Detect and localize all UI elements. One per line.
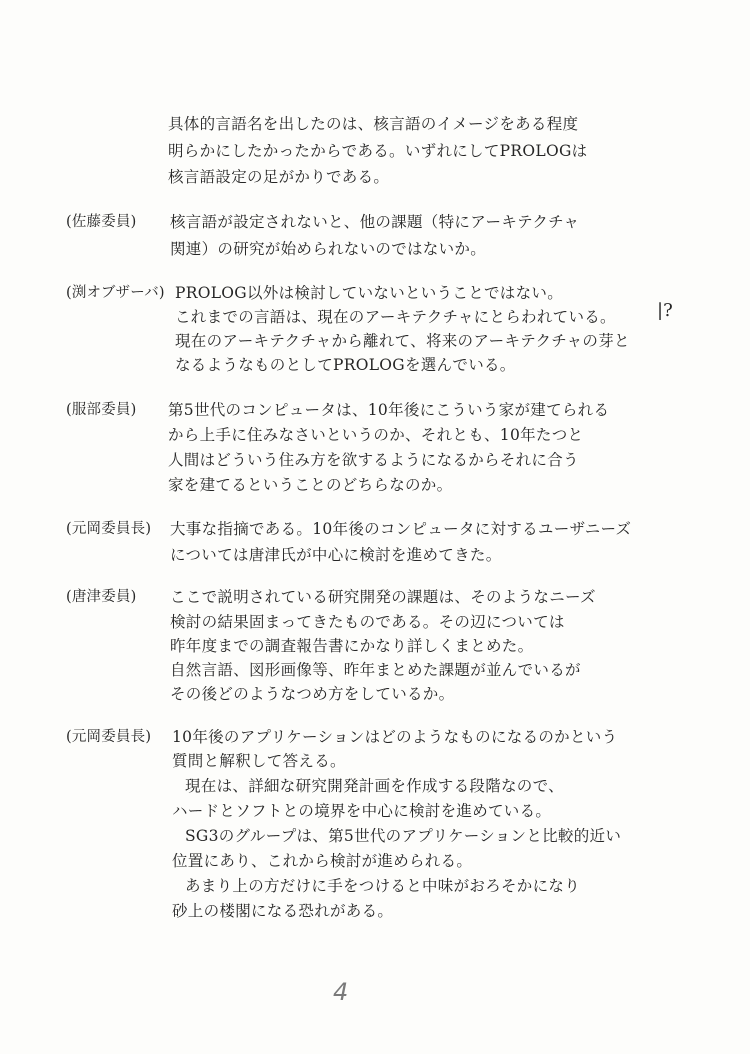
remark-line: ここで説明されている研究開発の課題は、そのようなニーズ <box>170 588 596 606</box>
remark-line: 昨年度までの調査報告書にかなり詳しくまとめた。 <box>170 637 534 655</box>
intro-line: 具体的言語名を出したのは、核言語のイメージをある程度 <box>168 115 579 133</box>
remark-line: 現在のアーキテクチャから離れて、将来のアーキテクチャの芽と <box>175 332 630 350</box>
intro-line: 明らかにしたかったからである。いずれにしてPROLOGは <box>168 142 588 160</box>
remark-line: SG3のグループは、第5世代のアプリケーションと比較的近い <box>185 827 622 845</box>
remark-line: ハードとソフトとの境界を中心に検討を進めている。 <box>172 802 552 820</box>
page-number: 4 <box>333 978 349 1006</box>
speaker-label: (佐藤委員) <box>66 214 137 230</box>
remark-line: 質問と解釈して答える。 <box>172 752 346 770</box>
remark-line: 砂上の楼閣になる恐れがある。 <box>172 902 394 920</box>
margin-annotation: |? <box>657 300 673 321</box>
remark-line: 自然言語、図形画像等、昨年まとめた課題が並んでいるが <box>170 661 581 679</box>
intro-line: 核言語設定の足がかりである。 <box>168 168 390 186</box>
remark-line: PROLOG以外は検討していないということではない。 <box>175 284 563 302</box>
remark-line: なるようなものとしてPROLOGを選んでいる。 <box>175 356 516 374</box>
speaker-label: (元岡委員長) <box>66 729 152 745</box>
remark-line: 検討の結果固まってきたものである。その辺については <box>170 613 565 631</box>
remark-line: あまり上の方だけに手をつけると中味がおろそかになり <box>185 877 581 895</box>
speaker-label: (唐津委員) <box>66 589 137 605</box>
remark-line: から上手に住みなさいというのか、それとも、10年たつと <box>168 426 584 444</box>
speaker-label: (渕オブザーバ) <box>66 285 165 301</box>
remark-line: 10年後のアプリケーションはどのようなものになるのかという <box>172 728 618 746</box>
remark-line: については唐津氏が中心に検討を進めてきた。 <box>170 546 502 564</box>
remark-line: 現在は、詳細な研究開発計画を作成する段階なので、 <box>185 777 564 795</box>
remark-line: 第5世代のコンピュータは、10年後にこういう家が建てられる <box>168 401 610 419</box>
remark-line: 位置にあり、これから検討が進められる。 <box>172 852 473 870</box>
remark-line: 核言語が設定されないと、他の課題（特にアーキテクチャ <box>170 213 580 231</box>
remark-line: これまでの言語は、現在のアーキテクチャにとらわれている。 <box>175 308 616 326</box>
remark-line: 関連）の研究が始められないのではないか。 <box>170 240 487 258</box>
remark-line: 家を建てるということのどちらなのか。 <box>168 476 453 494</box>
speaker-label: (元岡委員長) <box>66 521 152 537</box>
speaker-label: (服部委員) <box>66 402 137 418</box>
remark-line: 人間はどういう住み方を欲するようになるからそれに合う <box>168 451 579 469</box>
remark-line: その後どのようなつめ方をしているか。 <box>170 685 455 703</box>
remark-line: 大事な指摘である。10年後のコンピュータに対するユーザニーズ <box>170 520 632 538</box>
